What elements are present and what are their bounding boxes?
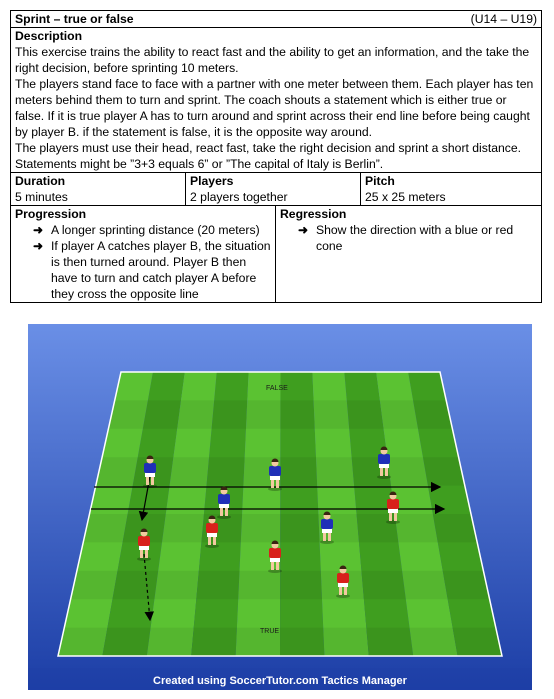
pitch-svg (28, 324, 532, 690)
regression-item (280, 222, 537, 254)
players-value: 2 players together (190, 190, 288, 204)
duration-label: Duration (15, 174, 66, 188)
pitch-surface (58, 372, 502, 656)
pitch-band (71, 571, 490, 599)
session-title: Sprint – true or false (15, 12, 134, 26)
description-paragraph: The players must use their head, react fast, take the right decision and sprint a short distance. Statements might be ”3+3 equals 6” or ”The capital of Italy is Berlin”. (15, 141, 522, 171)
description-paragraph: This exercise trains the ability to react fast and the ability to get an information, and the take the right decision, before sprinting 10 meters. (15, 45, 530, 75)
pitch-band (108, 400, 452, 428)
training-diagram (28, 324, 532, 690)
false-label: FALSE (266, 385, 288, 392)
pitch-band (58, 628, 502, 656)
arrow-right-icon: ➜ (33, 239, 44, 253)
arrow-right-icon: ➜ (33, 223, 44, 237)
session-card (10, 10, 540, 303)
regression-cell (276, 206, 542, 303)
progression-item-text: If player A catches player B, the situation is then turned around. Player B then have to turn and catch player A before they cross the opposite line (51, 239, 271, 301)
duration-cell (11, 173, 186, 206)
progression-heading: Progression (15, 207, 87, 221)
regression-heading: Regression (280, 207, 347, 221)
pitch-label: Pitch (365, 174, 395, 188)
progression-cell (11, 206, 276, 303)
footer-text: Created using SoccerTutor.com Tactics Manager (153, 675, 407, 687)
progression-item (15, 222, 271, 238)
age-group: (U14 – U19) (470, 12, 538, 26)
pitch-value: 25 x 25 meters (365, 190, 446, 204)
header-row (11, 11, 542, 28)
duration-value: 5 minutes (15, 190, 68, 204)
description-heading: Description (15, 29, 83, 43)
true-label: TRUE (260, 628, 280, 635)
description-cell (11, 28, 542, 173)
progression-item-text: A longer sprinting distance (20 meters) (51, 223, 260, 237)
progression-item (15, 238, 271, 302)
description-paragraph: The players stand face to face with a partner with one meter between them. Each player has ten meters behind them to turn and sprint. The coach shouts a statement which is either true or false. If it is true player A has to turn around and sprint across their end line before being caught by player B. if the statement is false, it is the opposite way around. (15, 77, 534, 139)
players-cell (186, 173, 361, 206)
session-table (10, 10, 542, 303)
regression-item-text: Show the direction with a blue or red cone (316, 223, 514, 253)
pitch-cell (361, 173, 542, 206)
arrow-right-icon: ➜ (298, 223, 309, 237)
players-label: Players (190, 174, 234, 188)
